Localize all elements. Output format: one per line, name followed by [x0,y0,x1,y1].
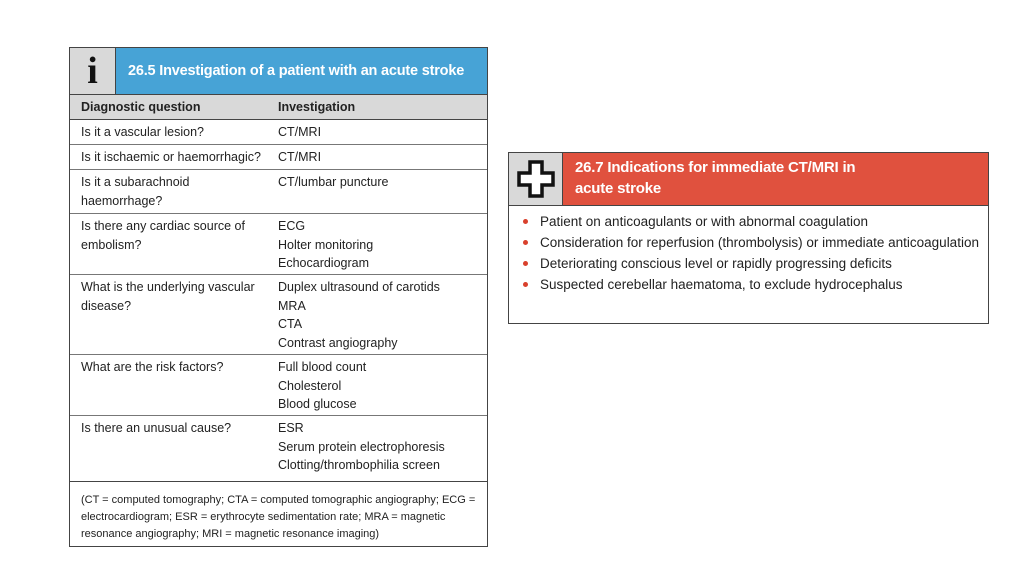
column-header-question: Diagnostic question [81,100,201,114]
indications-box [508,152,989,324]
table-row [70,275,487,355]
list-item: Suspected cerebellar haematoma, to exclude hydrocephalus [521,274,988,295]
investigation-cell: CT/MRI [278,125,322,139]
table-row [70,170,487,214]
question-cell: Is it ischaemic or haemorrhagic? [81,150,261,164]
question-cell: What are the risk factors? [81,360,224,374]
list-item: Patient on anticoagulants or with abnormal coagulation [521,211,988,232]
list-item: Deteriorating conscious level or rapidly progressing deficits [521,253,988,274]
box-header [70,48,487,94]
indication-list [509,206,988,295]
investigation-cell: CT/MRI [278,150,322,164]
box-header [509,153,988,206]
box-title: 26.5 Investigation of a patient with an acute stroke [128,63,465,79]
plus-cross-icon [509,153,563,205]
column-header-investigation: Investigation [278,100,356,114]
question-cell: Is there any cardiac source of embolism? [81,219,245,252]
question-cell: What is the underlying vascular disease? [81,280,255,313]
table-row [70,120,487,145]
investigation-cell: CT/lumbar puncture [278,175,389,189]
info-icon: i [70,48,116,94]
question-cell: Is it a subarachnoid haemorrhage? [81,175,190,208]
box-title: 26.7 Indications for immediate CT/MRI in acute stroke [575,159,856,197]
table-row [70,214,487,275]
table-row [70,416,487,482]
investigation-table-box [69,47,488,547]
investigation-cell: ESR Serum protein electrophoresis Clotting/thrombophilia screen [278,421,445,472]
table-footnote: (CT = computed tomography; CTA = computed tomographic angiography; ECG = electrocardiogram; ESR = erythrocyte sedimentation rate; MRA = magnetic resonance angiography; MRI = magnetic resonance imaging) [81,494,476,540]
table-row [70,145,487,170]
question-cell: Is it a vascular lesion? [81,125,204,139]
table-row [70,355,487,416]
investigation-cell: Duplex ultrasound of carotids MRA CTA Contrast angiography [278,280,440,350]
table-header [70,94,487,120]
list-item: Consideration for reperfusion (thrombolysis) or immediate anticoagulation [521,232,988,253]
investigation-cell: Full blood count Cholesterol Blood glucose [278,360,367,411]
investigation-cell: ECG Holter monitoring Echocardiogram [278,219,374,270]
question-cell: Is there an unusual cause? [81,421,232,435]
